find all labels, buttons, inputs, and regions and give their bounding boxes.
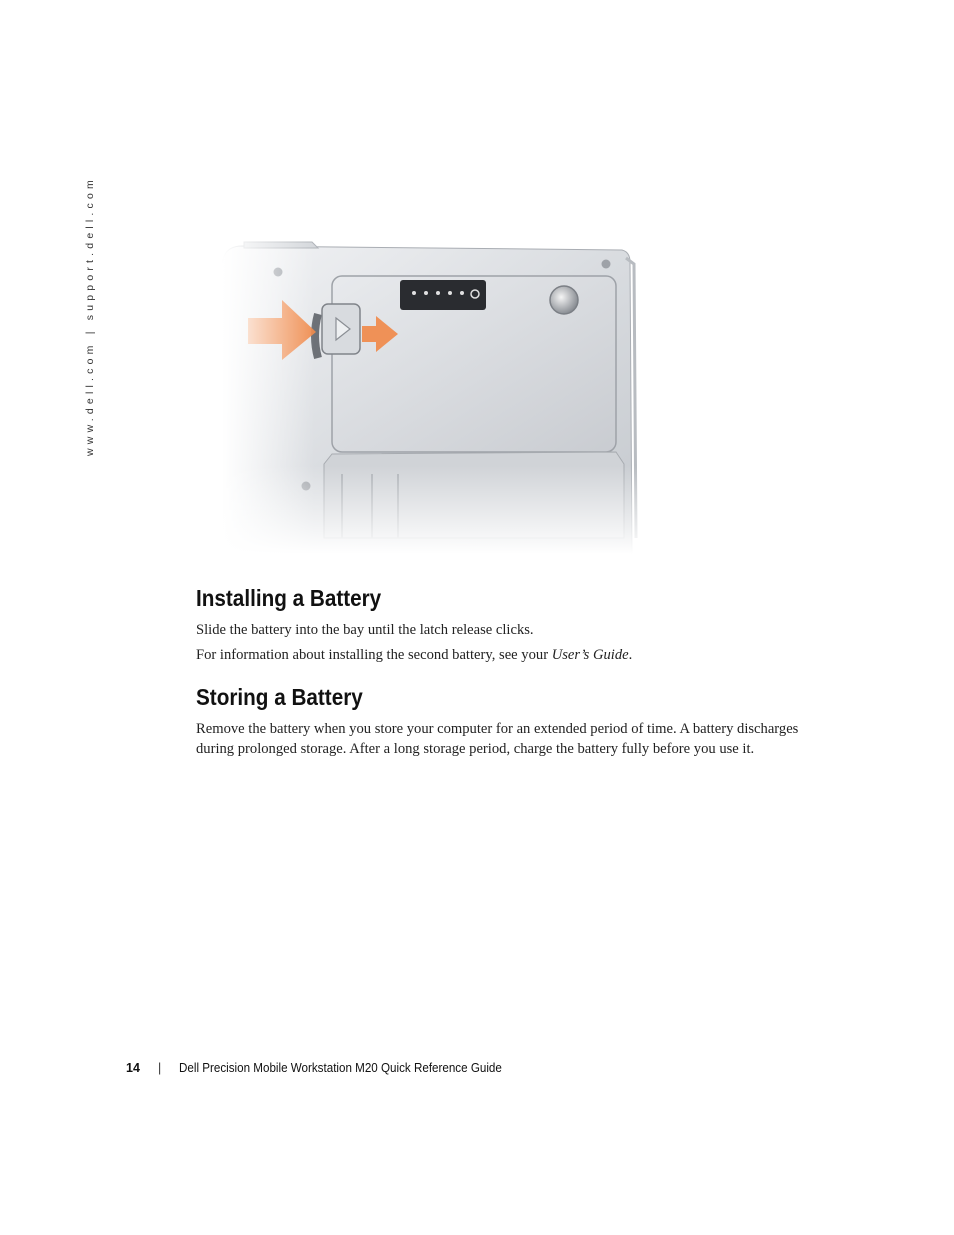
battery-illustration (222, 238, 642, 554)
users-guide-reference: User’s Guide (551, 647, 629, 663)
section-heading-installing: Installing a Battery (196, 585, 382, 611)
paragraph-text: For information about installing the second battery, see your (196, 647, 552, 663)
second-battery-paragraph (196, 646, 816, 666)
storing-paragraph: Remove the battery when you store your computer for an extended period of time. A battery discharges during prolonged storage. After a long storage period, charge the battery fully before you use it. (196, 721, 799, 757)
section-heading-storing: Storing a Battery (196, 684, 363, 710)
battery-bay-figure (222, 238, 642, 554)
footer-title: Dell Precision Mobile Workstation M20 Quick Reference Guide (179, 1061, 502, 1075)
sidebar-url: www.dell.com | support.dell.com (84, 176, 96, 456)
paragraph-text: . (628, 647, 633, 663)
installing-paragraph: Slide the battery into the bay until the latch release clicks. (196, 622, 534, 638)
footer-separator: | (158, 1061, 162, 1075)
page-number: 14 (126, 1061, 140, 1075)
